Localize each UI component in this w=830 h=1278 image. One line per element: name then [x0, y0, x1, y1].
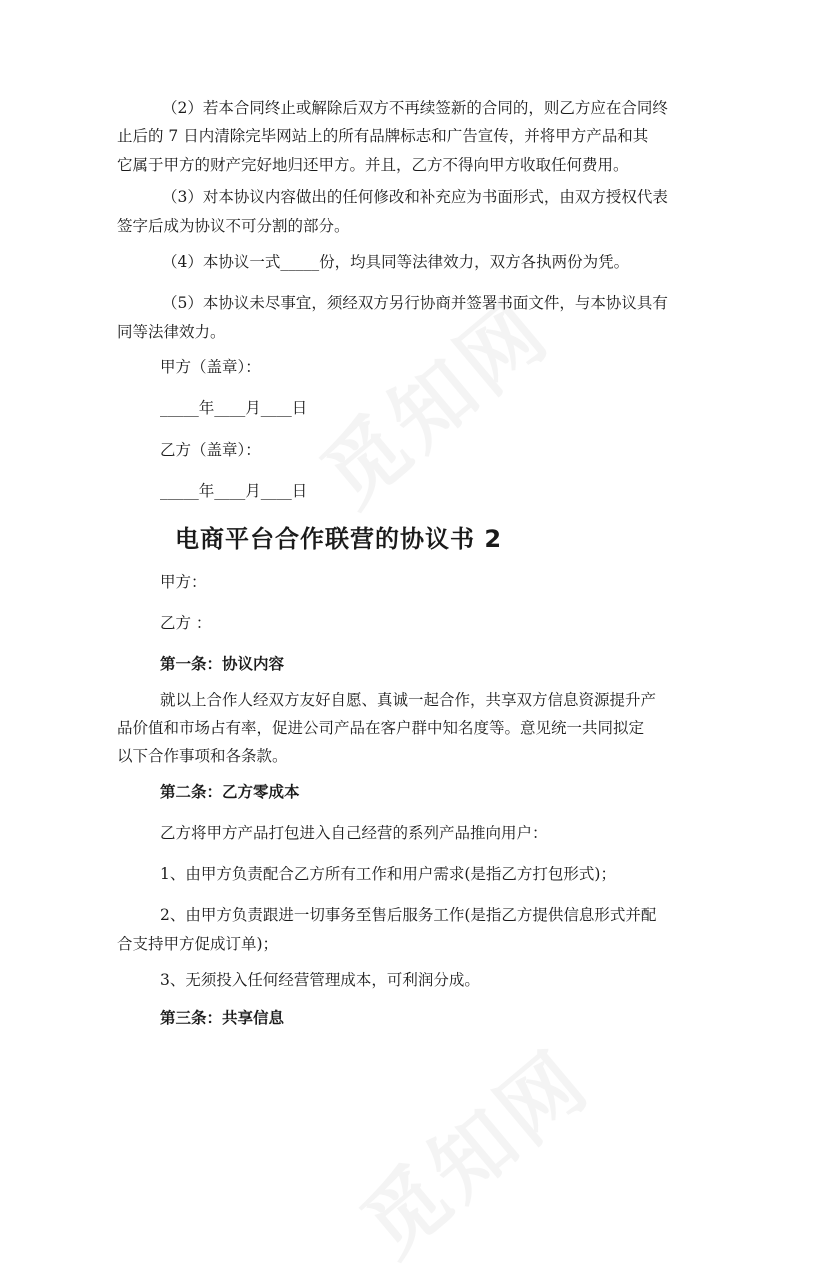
article-2-heading: 第二条：乙方零成本: [160, 783, 300, 801]
clause-2-line-3: 它属于甲方的财产完好地归还甲方。并且，乙方不得向甲方收取任何费用。: [117, 156, 629, 174]
article-2-item-2-line-1: 2、由甲方负责跟进一切事务至售后服务工作(是指乙方提供信息形式并配: [160, 906, 657, 924]
date-line-2: _____年____月____日: [160, 482, 308, 500]
article-1-line-3: 以下合作事项和各条款。: [117, 747, 288, 765]
document-title: 电商平台合作联营的协议书 2: [175, 525, 503, 553]
watermark-bottom: [333, 1019, 610, 1278]
clause-5-line-1: （5）本协议未尽事宜，须经双方另行协商并签署书面文件，与本协议具有: [162, 294, 668, 312]
article-1-heading: 第一条：协议内容: [160, 655, 285, 673]
party-b-label: 乙方 ：: [160, 614, 212, 632]
article-1-line-2: 品价值和市场占有率，促进公司产品在客户群中知名度等。意见统一共同拟定: [117, 719, 645, 737]
article-2-item-1: 1、由甲方负责配合乙方所有工作和用户需求(是指乙方打包形式)；: [160, 865, 616, 883]
clause-3-line-1: （3）对本协议内容做出的任何修改和补充应为书面形式，由双方授权代表: [162, 188, 668, 206]
article-2-item-2-line-2: 合支持甲方促成订单)；: [117, 935, 279, 953]
article-1-line-1: 就以上合作人经双方友好自愿、真诚一起合作，共享双方信息资源提升产: [160, 691, 657, 709]
clause-5-line-2: 同等法律效力。: [117, 323, 226, 341]
clause-2-line-1: （2）若本合同终止或解除后双方不再续签新的合同的，则乙方应在合同终: [162, 99, 668, 117]
party-a-seal: 甲方（盖章）：: [160, 358, 261, 376]
article-2-item-3: 3、无须投入任何经营管理成本，可利润分成。: [160, 971, 480, 989]
date-line-1: _____年____月____日: [160, 399, 308, 417]
party-b-seal: 乙方（盖章）：: [160, 441, 261, 459]
clause-3-line-2: 签字后成为协议不可分割的部分。: [117, 217, 350, 235]
clause-2-line-2: 止后的 7 日内清除完毕网站上的所有品牌标志和广告宣传，并将甲方产品和其: [117, 127, 649, 145]
party-a-label: 甲方：: [160, 573, 207, 591]
article-2-intro: 乙方将甲方产品打包进入自己经营的系列产品推向用户：: [160, 824, 548, 842]
clause-4: （4）本协议一式_____份，均具同等法律效力，双方各执两份为凭。: [162, 253, 630, 271]
article-3-heading: 第三条：共享信息: [160, 1009, 285, 1027]
